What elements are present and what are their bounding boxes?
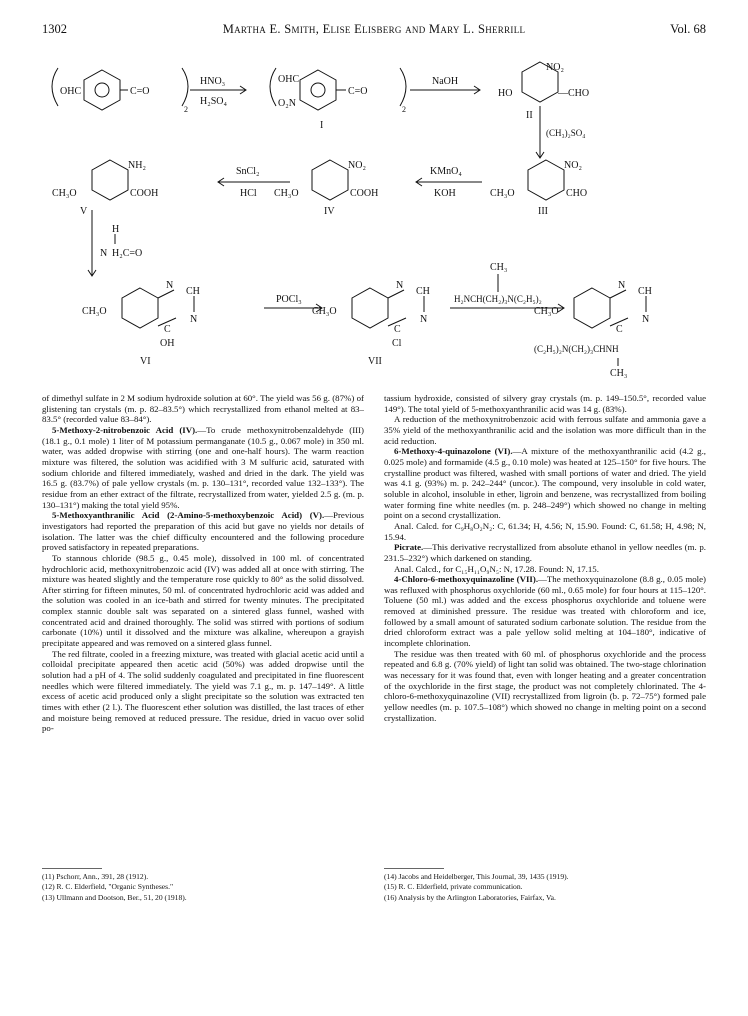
- label-n2-vi: N: [190, 314, 198, 325]
- label-cooh-v: COOH: [130, 188, 159, 199]
- label-compound-iv: IV: [324, 206, 335, 217]
- quinazoline-ring-vii: [352, 288, 388, 328]
- label-formamide-h2co: H₂C=O: [112, 248, 143, 259]
- label-ch3-viii: CH₃: [610, 368, 628, 378]
- right-column: [384, 393, 706, 863]
- paragraph: [384, 574, 706, 649]
- label-n-vi: N: [166, 280, 174, 291]
- running-header: [42, 22, 706, 40]
- label-c-vii: C: [394, 324, 401, 335]
- label-carbonyl-1: C=O: [130, 86, 150, 97]
- paragraph-text: Anal. Calcd., for C₁₅H₁₁O₉N₅: N, 17.28. Found: N, 17.15.: [394, 563, 599, 574]
- footnote-rule-right: [384, 868, 444, 869]
- label-formamide-n: N: [100, 248, 108, 259]
- label-ho: HO: [498, 88, 513, 99]
- label-carbonyl-2: C=O: [348, 86, 368, 97]
- reaction-scheme: [40, 48, 708, 378]
- label-formamide-h: H: [112, 224, 120, 235]
- footnotes-right: [384, 872, 706, 903]
- page-number: 1302: [42, 22, 67, 36]
- label-subscript-2: 2: [402, 105, 406, 114]
- benzene-ring-iv: [312, 160, 348, 200]
- label-no2-iv: NO₂: [348, 160, 366, 171]
- label-oh-vi: OH: [160, 338, 175, 349]
- label-compound-v: V: [80, 206, 88, 217]
- label-n-viii: N: [618, 280, 626, 291]
- label-compound-vi: VI: [140, 356, 151, 367]
- paragraph-text: The red filtrate, cooled in a freezing mixture, was treated with glacial acetic acid until a colloidal precipitate appeared then acetic acid (50%) was added dropwise until the solution had a pH of 4. The solid suddenly coagulated and precipitated in fine fluorescent needles which were filtered immediately. The yield was 7.1 g., m. p. 147–149°. A little excess of acetic acid produced only a slight precipitate so the solution was extracted ten times with ether (2 l.). The fluorescent ether solution was distilled, the last traces of ether and moisture being removed at reduced pressure. The residue, dried in vacuo over solid po-: [42, 648, 364, 734]
- paragraph-text: —This derivative recrystallized from absolute ethanol in yellow needles (m. p. 231.5–232°) which darkened on standing.: [384, 542, 706, 563]
- paragraph-text: The residue was then treated with 60 ml. of phosphorus oxychloride and the process repeated and 6.8 g. (70% yield) of light tan solid was obtained. The two-stage chlorination was necessary for it was found that, even with longer heating and a greater concentration of the oxychloride in the first stage, the product was not completely chlorinated. The 4-chloro-6-methoxyquinazoline (VII) recrystallized from ligroin (b. p. 72–75°) formed pale yellow needles (m. p. 107.5–108°) which showed no change in melting point on a second crystallization.: [384, 648, 706, 723]
- benzene-ring-iii: [528, 160, 564, 200]
- label-ch3o-vi: CH₃O: [82, 306, 107, 317]
- label-n2-viii: N: [642, 314, 650, 325]
- reagent-koh: KOH: [434, 188, 456, 199]
- quinazoline-ring-viii: [574, 288, 610, 328]
- reagent-hno3: HNO₃: [200, 76, 226, 87]
- reagent-dimethyl-sulfate: (CH₃)₂SO₄: [546, 128, 586, 138]
- label-ch-vii: CH: [416, 286, 430, 297]
- label-o2n: O₂N: [278, 98, 296, 109]
- paragraph-text: To stannous chloride (98.5 g., 0.45 mole), dissolved in 100 ml. of concentrated hydrochloric acid, methoxynitrobenzoic acid (IV) was added all at once with stirring. The mixture was heated slightly and the temperature rose quickly to 80° as the solid dissolved. After stirring for fifteen minutes, 50 ml. of concentrated hydrochloric acid was added and the solution was cooled in an ice-bath and stirred for twenty minutes. The precipitated complex stannic double salt was separated on a sintered glass funnel, washed with concentrated acid and drained thoroughly. The solid was stirred with portions of sodium carbonate (10%) until it dissolved and the mixture was alkaline, whereupon a grayish precipitate appeared and was removed on a sintered glass funnel.: [42, 552, 364, 649]
- running-authors: Martha E. Smith, Elise Elisberg and Mary L. Sherrill: [222, 22, 526, 36]
- footnote: (16) Analysis by the Arlington Laboratories, Fairfax, Va.: [384, 892, 556, 902]
- paragraph: [42, 553, 364, 649]
- benzene-ring-1: [84, 70, 120, 110]
- paragraph: [384, 414, 706, 446]
- section-heading: 4-Chloro-6-methoxyquinazoline (VII).: [394, 574, 539, 585]
- label-nh2-v: NH₂: [128, 160, 146, 171]
- paragraph: [42, 510, 364, 553]
- volume-label: Vol. 68: [670, 22, 706, 36]
- paragraph: [384, 446, 706, 521]
- footnote: (13) Ullmann and Dootson, Ber., 51, 20 (1918).: [42, 892, 187, 902]
- label-ch3o-v: CH₃O: [52, 188, 77, 199]
- label-cooh-iv: COOH: [350, 188, 379, 199]
- section-heading: 5-Methoxy-2-nitrobenzoic Acid (IV).: [52, 424, 198, 435]
- footnote-rule-left: [42, 868, 102, 869]
- label-c-vi: C: [164, 324, 171, 335]
- benzene-ring-v: [92, 160, 128, 200]
- reagent-sncl2: SnCl₂: [236, 166, 260, 177]
- label-n-vii: N: [396, 280, 404, 291]
- reagent-ch3: CH₃: [490, 262, 508, 273]
- label-cho-ii: —CHO: [558, 88, 590, 99]
- paragraph-text: —A mixture of the methoxyanthranilic acid (4.2 g., 0.025 mole) and formamide (4.5 g., 0.10 mole) was heated at 125–150° for five hours. The crystalline product was filtered, washed with small portions of water and dried. The yield was 4.1 g. (93%) m. p. 242–244° (uncor.). The compound, very insoluble in cold water, soluble in alcohol, insoluble in ether, ligroin and benzene, was recrystallized from boiling water forming fine white needles (m. p. 248–249°) which showed no change in melting point on a second crystallization.: [384, 446, 706, 521]
- label-ch-viii: CH: [638, 286, 652, 297]
- label-ohc-2: OHC: [278, 74, 300, 85]
- label-ch3o-vii: CH₃O: [312, 306, 337, 317]
- paragraph: [384, 649, 706, 724]
- reagent-hcl: HCl: [240, 188, 257, 199]
- paragraph-text: tassium hydroxide, consisted of silvery gray crystals (m. p. 149–150.5°, recorded value 149°). The total yield of 5-methoxyanthranilic acid was 14 g. (83%).: [384, 393, 706, 414]
- reagent-amine: H₂NCH(CH₂)₃N(C₂H₅)₂: [454, 294, 542, 304]
- paragraph: [384, 542, 706, 563]
- section-heading: 5-Methoxyanthranilic Acid (2-Amino-5-methoxybenzoic Acid) (V).: [52, 510, 325, 521]
- paragraph-text: Anal. Calcd. for C₉H₈O₂N₂: C, 61.34; H, 4.56; N, 15.90. Found: C, 61.58; H, 4.98; N, 15.94.: [384, 520, 706, 542]
- label-cl-vii: Cl: [392, 338, 402, 349]
- label-compound-ii: II: [526, 110, 533, 121]
- reagent-h2so4: H₂SO₄: [200, 96, 227, 107]
- label-subscript-1: 2: [184, 105, 188, 114]
- paragraph-text: of dimethyl sulfate in 2 M sodium hydroxide solution at 60°. The yield was 56 g. (87%) of glistening tan crystals (m. p. 82–83.5°) which recrystallized from ethanol melted at 83–83.5° (recorded value 83–84°).: [42, 393, 364, 425]
- section-heading: 6-Methoxy-4-quinazolone (VI).: [394, 446, 513, 457]
- paragraph-text: A reduction of the methoxynitrobenzoic acid with ferrous sulfate and ammonia gave a 35% yield of the methoxyanthranilic acid and the isolation was more difficult than in the acid reduction.: [384, 414, 706, 446]
- benzene-ring-2: [300, 70, 336, 110]
- label-chain-viii: (C₂H₅)₂N(CH₂)₃CHNH: [534, 344, 619, 354]
- label-ch3o-viii: CH₃O: [534, 306, 559, 317]
- paragraph: [384, 564, 706, 575]
- footnotes-left: [42, 872, 364, 903]
- label-ch3o-iii: CH₃O: [490, 188, 515, 199]
- reagent-naoh: NaOH: [432, 76, 459, 87]
- label-cho-iii: CHO: [566, 188, 588, 199]
- paragraph: [384, 393, 706, 414]
- label-no2-iii: NO₂: [564, 160, 582, 171]
- footnote: (12) R. C. Elderfield, "Organic Syntheses.": [42, 882, 174, 892]
- footnote: (11) Pschorr, Ann., 391, 28 (1912).: [42, 872, 149, 881]
- label-ch3o-iv: CH₃O: [274, 188, 299, 199]
- quinazoline-ring-vi: [122, 288, 158, 328]
- label-ch-vi: CH: [186, 286, 200, 297]
- paragraph: [384, 521, 706, 542]
- paragraph: [42, 649, 364, 734]
- label-no2-ii: NO₂: [546, 62, 564, 73]
- paragraph: [42, 425, 364, 510]
- paragraph-text: —To crude methoxynitrobenzaldehyde (III) (18.1 g., 0.1 mole) 1 liter of M potassium permanganate (10.5 g., 0.067 mole) in 350 ml. water, was added dropwise with stirring (one and one-half hours). The warm reaction mixture was filtered, the solution was acidified with 3 M sulfuric acid, saturated with sodium chloride and filtered immediately, washed and dried in the dark. The yield was 16.5 g. (83.7%) of pale yellow crystals (m. p. 130–131°, recorded value 132–133°). The residue from an ether extract of the filtrate, recrystallized from water, yielded 2.5 g. (m. p. 130–131°) making the total yield 95%.: [42, 424, 364, 510]
- paragraph: [42, 393, 364, 425]
- reagent-kmno4: KMnO₄: [430, 166, 462, 177]
- label-compound-i: I: [320, 120, 324, 131]
- label-c-viii: C: [616, 324, 623, 335]
- label-compound-vii: VII: [368, 356, 382, 367]
- footnote: (14) Jacobs and Heidelberger, This Journal, 39, 1435 (1919).: [384, 872, 569, 881]
- section-heading: Picrate.: [394, 542, 424, 553]
- footnote: (15) R. C. Elderfield, private communication.: [384, 882, 523, 892]
- paragraph-text: —The methoxyquinazolone (8.8 g., 0.05 mole) was refluxed with phosphorus oxychloride (60 ml., 0.65 mole) for four hours at 115–120°. Toluene (50 ml.) was added and the excess phosphorus oxychloride and toluene were removed at diminished pressure. The residue was treated with chloroform and ice, followed by a small amount of saturated sodium carbonate solution. The residue from the dried chloroform extract was a pale yellow solid melting at 104–180°, indicative of incomplete chlorination.: [384, 574, 706, 649]
- paragraph-text: —Previous investigators had reported the preparation of this acid but gave no yields nor details of isolation. The latter was the chief difficulty encountered and the following procedure proved satisfactory in repeated preparations.: [42, 510, 364, 553]
- label-n2-vii: N: [420, 314, 428, 325]
- label-ohc-1: OHC: [60, 86, 82, 97]
- left-column: [42, 393, 364, 863]
- reagent-pocl3: POCl₃: [276, 294, 302, 305]
- label-compound-iii: III: [538, 206, 548, 217]
